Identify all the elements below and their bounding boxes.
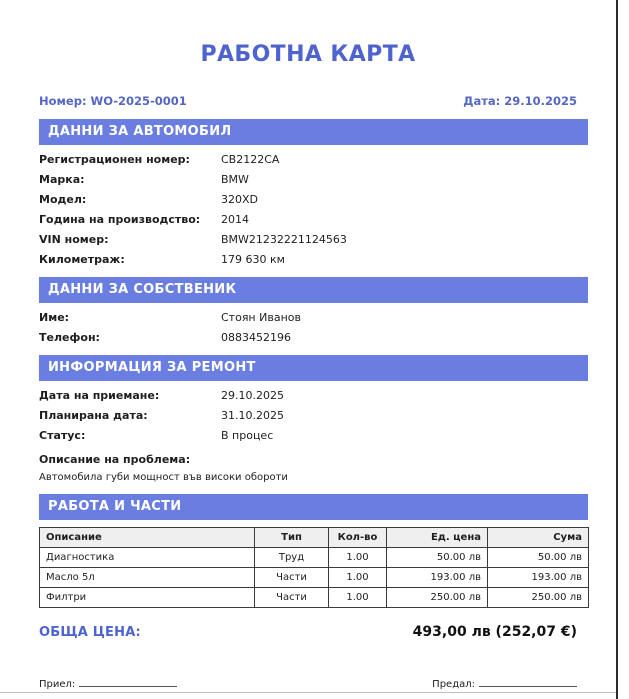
- cell-description: Филтри: [40, 588, 255, 608]
- page-title: РАБОТНА КАРТА: [200, 42, 416, 67]
- cell-unit-price: 250.00 лв: [387, 588, 488, 608]
- total-row: [30, 624, 586, 640]
- table-row: [40, 588, 589, 608]
- field-value: 31.10.2025: [221, 409, 284, 422]
- signature-received: [39, 676, 177, 690]
- field-label: VIN номер:: [39, 233, 109, 246]
- table-header-row: [40, 528, 589, 548]
- signature-handed-label: Предал:: [432, 679, 475, 690]
- status-value: В процес: [221, 429, 274, 442]
- owner-fields: [30, 311, 586, 344]
- cell-type: Части: [255, 588, 329, 608]
- field-label: Статус:: [39, 429, 86, 442]
- cell-type: Труд: [255, 548, 329, 568]
- cell-unit-price: 50.00 лв: [387, 548, 488, 568]
- signature-received-label: Приел:: [39, 679, 76, 690]
- work-parts-table: [39, 527, 589, 608]
- problem-description-label: Описание на проблема:: [39, 453, 191, 466]
- cell-quantity: 1.00: [329, 568, 387, 588]
- column-header-type: Тип: [255, 528, 329, 548]
- field-value: BMW21232221124563: [221, 233, 347, 246]
- field-row: [39, 389, 577, 402]
- document-date: Дата: 29.10.2025: [463, 94, 577, 108]
- cell-description: Диагностика: [40, 548, 255, 568]
- document-number: Номер: WO-2025-0001: [39, 94, 187, 108]
- work-parts-table-wrap: [30, 527, 586, 608]
- field-row: [39, 429, 577, 442]
- field-label: Регистрационен номер:: [39, 153, 190, 166]
- total-label: ОБЩА ЦЕНА:: [39, 625, 141, 640]
- field-value: Стоян Иванов: [221, 311, 301, 324]
- field-label: Марка:: [39, 173, 85, 186]
- cell-amount: 50.00 лв: [488, 548, 589, 568]
- cell-quantity: 1.00: [329, 588, 387, 608]
- table-row: [40, 548, 589, 568]
- column-header-amount: Сума: [488, 528, 589, 548]
- field-row: [39, 193, 577, 206]
- field-row: [39, 173, 577, 186]
- problem-description-text: Автомобила губи мощност във високи обороти: [39, 472, 288, 483]
- field-label: Година на производство:: [39, 213, 201, 226]
- field-value: BMW: [221, 173, 249, 186]
- field-row: [39, 311, 577, 324]
- field-value: 179 630 км: [221, 253, 285, 266]
- field-value: 2014: [221, 213, 249, 226]
- total-value: 493,00 лв (252,07 €): [412, 624, 577, 640]
- cell-type: Части: [255, 568, 329, 588]
- column-header-unit-price: Ед. цена: [387, 528, 488, 548]
- section-header-repair: ИНФОРМАЦИЯ ЗА РЕМОНТ: [39, 355, 588, 381]
- field-value: 29.10.2025: [221, 389, 284, 402]
- section-header-vehicle: ДАННИ ЗА АВТОМОБИЛ: [39, 119, 588, 145]
- repair-fields: [30, 389, 586, 442]
- signature-received-line: [79, 676, 177, 687]
- field-label: Телефон:: [39, 331, 100, 344]
- field-row: [39, 213, 577, 226]
- section-header-owner: ДАННИ ЗА СОБСТВЕНИК: [39, 277, 588, 303]
- field-row: [39, 253, 577, 266]
- signature-handed: [432, 676, 577, 690]
- column-header-description: Описание: [40, 528, 255, 548]
- cell-description: Масло 5л: [40, 568, 255, 588]
- section-header-work-parts: РАБОТА И ЧАСТИ: [39, 494, 588, 520]
- signature-row: [30, 676, 586, 690]
- field-row: [39, 409, 577, 422]
- field-row: [39, 331, 577, 344]
- field-label: Планирана дата:: [39, 409, 148, 422]
- field-label: Модел:: [39, 193, 87, 206]
- cell-amount: 193.00 лв: [488, 568, 589, 588]
- cell-quantity: 1.00: [329, 548, 387, 568]
- cell-unit-price: 193.00 лв: [387, 568, 488, 588]
- field-row: [39, 153, 577, 166]
- field-row: [39, 233, 577, 246]
- field-value: CB2122CA: [221, 153, 280, 166]
- column-header-quantity: Кол-во: [329, 528, 387, 548]
- cell-amount: 250.00 лв: [488, 588, 589, 608]
- document-meta: [30, 94, 586, 108]
- signature-handed-line: [479, 676, 577, 687]
- field-value: 320XD: [221, 193, 259, 206]
- table-row: [40, 568, 589, 588]
- field-value: 0883452196: [221, 331, 291, 344]
- field-label: Километраж:: [39, 253, 125, 266]
- vehicle-fields: [30, 153, 586, 266]
- field-label: Дата на приемане:: [39, 389, 160, 402]
- field-label: Име:: [39, 311, 70, 324]
